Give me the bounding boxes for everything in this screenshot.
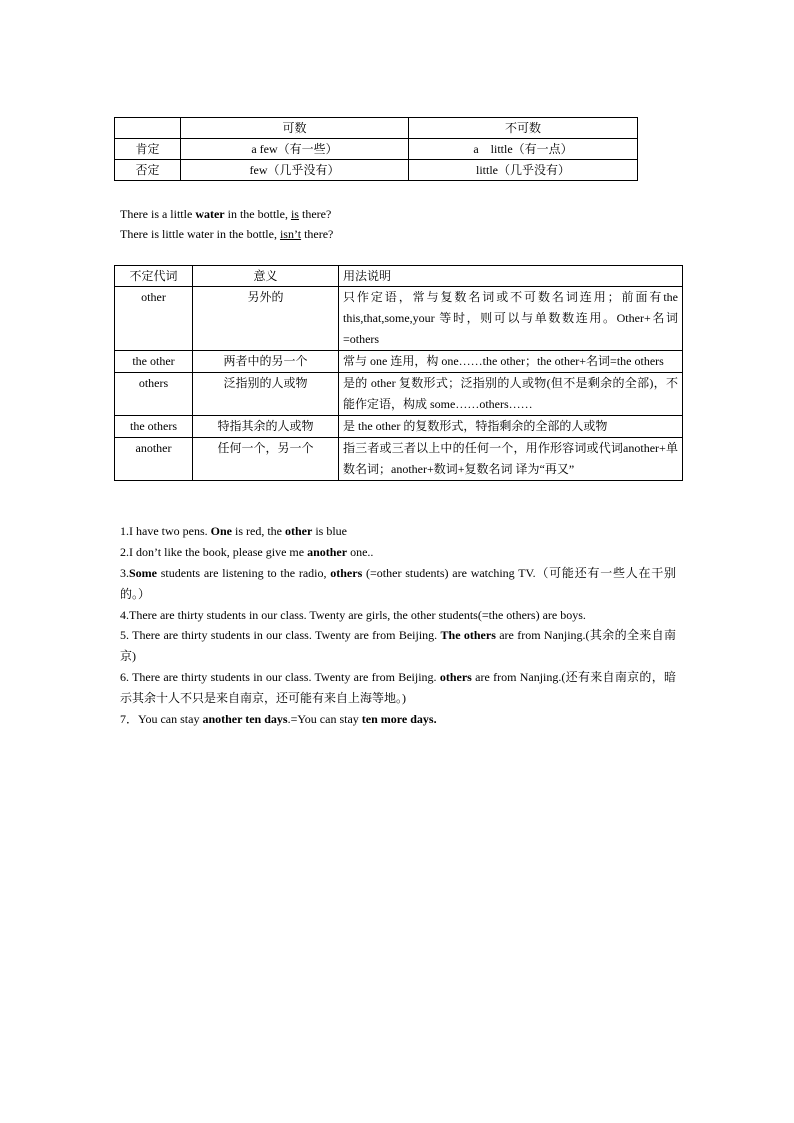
- table-cell: 指三者或三者以上中的任何一个，用作形容词或代词another+单数名词；another+数词+复数名词 译为“再又”: [339, 438, 683, 481]
- bold-text: others: [439, 670, 472, 684]
- table-header-cell: 可数: [181, 118, 409, 139]
- table-row: [115, 373, 683, 416]
- example-sentence-1: [120, 521, 347, 541]
- table-header-row: [115, 118, 638, 139]
- table-cell: 肯定: [115, 139, 181, 160]
- table-cell: others: [115, 373, 193, 416]
- table-cell: 另外的: [193, 287, 339, 351]
- table-cell: few（几乎没有）: [181, 160, 409, 181]
- example-sentence-3: [120, 563, 676, 605]
- underlined-text: is: [290, 207, 299, 221]
- bold-text: another: [307, 545, 348, 559]
- table-cell: 泛指别的人或物: [193, 373, 339, 416]
- text: there?: [298, 207, 332, 221]
- text: is red, the: [232, 524, 285, 538]
- text: (=other students) are watching TV.（可能还有一些人在干别的。）: [120, 566, 676, 601]
- table-cell: a little（有一点）: [409, 139, 638, 160]
- underlined-text: isn’t: [279, 227, 302, 241]
- text: There is little water in the bottle,: [120, 227, 280, 241]
- table-cell: a few（有一些）: [181, 139, 409, 160]
- text: are from Nanjing.(其余的全来自南京): [120, 628, 677, 663]
- table-cell: the other: [115, 351, 193, 373]
- text: are from Nanjing.(还有来自南京的，暗示其余十人不只是来自南京，还可能有来自上海等地。): [120, 670, 676, 705]
- text: 6. There are thirty students in our class. Twenty are from Beijing.: [120, 670, 440, 684]
- bold-text: another ten days: [202, 712, 288, 726]
- text: 7．You can stay: [120, 712, 203, 726]
- table-row: [115, 139, 638, 160]
- table-cell: 只作定语，常与复数名词或不可数名词连用；前面有the this,that,some,your 等时，则可以与单数数连用。Other+名词=others: [339, 287, 683, 351]
- text: there?: [301, 227, 334, 241]
- example-sentence-5: [120, 625, 676, 667]
- text: 4.There are thirty students in our class. Twenty are girls, the other students(=the others) are boys.: [120, 608, 586, 622]
- text: is blue: [312, 524, 347, 538]
- text: .=You can stay: [287, 712, 362, 726]
- table-header-cell: 意义: [193, 266, 339, 287]
- example-line: [120, 224, 333, 244]
- table-header-cell: 用法说明: [339, 266, 683, 287]
- table-cell: 两者中的另一个: [193, 351, 339, 373]
- table-header-cell: 不可数: [409, 118, 638, 139]
- text: 2.I don’t like the book, please give me: [120, 545, 308, 559]
- bold-text: Some: [129, 566, 157, 580]
- bold-text: water: [195, 207, 225, 221]
- few-little-table: [114, 117, 638, 181]
- example-line: [120, 204, 331, 224]
- table-cell: 否定: [115, 160, 181, 181]
- table-row: [115, 438, 683, 481]
- table-header-cell: [115, 118, 181, 139]
- bold-text: One: [210, 524, 232, 538]
- text: 5. There are thirty students in our class. Twenty are from Beijing.: [120, 628, 441, 642]
- table-row: [115, 351, 683, 373]
- example-sentence-4: [120, 605, 586, 625]
- text: students are listening to the radio,: [157, 566, 331, 580]
- example-sentence-2: [120, 542, 373, 562]
- text: in the bottle,: [224, 207, 291, 221]
- table-cell: 常与 one 连用，构 one……the other；the other+名词=the others: [339, 351, 683, 373]
- table-cell: other: [115, 287, 193, 351]
- table-cell: 任何一个，另一个: [193, 438, 339, 481]
- table-row: [115, 160, 638, 181]
- table-cell: the others: [115, 416, 193, 438]
- text: one..: [347, 545, 374, 559]
- bold-text: others: [330, 566, 363, 580]
- bold-text: other: [285, 524, 313, 538]
- table-cell: another: [115, 438, 193, 481]
- table-row: [115, 287, 683, 351]
- example-sentence-6: [120, 667, 676, 709]
- pronoun-table: [114, 265, 683, 481]
- text: There is a little: [120, 207, 196, 221]
- text: 3.: [120, 566, 129, 580]
- table-header-cell: 不定代词: [115, 266, 193, 287]
- table-cell: 是的 other 复数形式；泛指别的人或物(但不是剩余的全部)，不能作定语，构成 some……others……: [339, 373, 683, 416]
- table-cell: 是 the other 的复数形式，特指剩余的全部的人或物: [339, 416, 683, 438]
- table-cell: little（几乎没有）: [409, 160, 638, 181]
- table-row: [115, 416, 683, 438]
- bold-text: The others: [440, 628, 496, 642]
- table-header-row: [115, 266, 683, 287]
- text: 1.I have two pens.: [120, 524, 211, 538]
- table-cell: 特指其余的人或物: [193, 416, 339, 438]
- bold-text: ten more days.: [361, 712, 437, 726]
- example-sentence-7: [120, 709, 437, 729]
